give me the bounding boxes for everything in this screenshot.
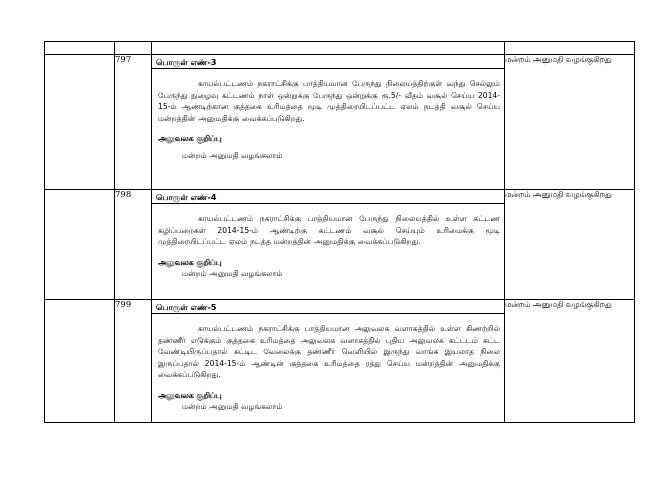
decision-cell: மன்றம் அனுமதி வழங்குகிறது xyxy=(505,55,635,190)
subject-title: பொருள் எண்-4 xyxy=(152,190,504,204)
subject-paragraph: காயல்பட்டணம் நகராட்சிக்கு பாத்தியமான பேருந்து நிலையத்திற்குள் வந்து செல்லும் பேருந்து நுழைவு கட்டணம் நாள் ஒன்றுக்கு பேருந்து ஒன்றுக்கு ரூ.5/- வீதம் வசூல் செய்ய 2014-15-ம் ஆண்டிற்கான குத்தகை உரிமத்தை மூடி முத்திரையிடப்பட்ட ஏலம் நடத்தி வசூல் செய்ய மன்றத்தின் அனுமதிக்கு வைக்கப்படுகிறது. xyxy=(158,79,500,123)
resolution-number: 799 xyxy=(115,300,152,423)
office-note-label: அலுவலக குறிப்பு xyxy=(158,257,222,267)
table-row xyxy=(45,55,635,190)
resolution-number: 797 xyxy=(115,55,152,190)
subject-paragraph: காயல்பட்டணம் நகராட்சிக்கு பாத்தியமான அலுவலக வளாகத்தில் உள்ள கிணற்றில் தண்ணீர் எடுக்கும் குத்தகை உரிமத்தை அலுவலக வளாகத்தில் புதிய அலுவலக கட்டடம் கட்ட வேண்டியிருப்பதால் கட்டிட வேலைக்கு தண்ணீர் வெளியில் இருந்து வாங்க இயலாத நிலை இருப்பதால் 2014-15-ம் ஆண்டின் குத்தகை உரிமத்தை ரத்து செய்ய மன்றத்தின் அனுமதிக்கு வைக்கப்படுகிறது. xyxy=(158,324,500,379)
blank-cell xyxy=(45,190,115,300)
table-row xyxy=(45,300,635,423)
empty-cell xyxy=(115,42,152,55)
decision-cell: மன்றம் அனுமதி வழங்குகிறது xyxy=(505,300,635,423)
subject-cell xyxy=(152,300,505,423)
subject-title: பொருள் எண்-3 xyxy=(152,55,504,69)
blank-cell xyxy=(45,300,115,423)
office-note-text: மன்றம் அனுமதி வழங்கலாம் xyxy=(182,151,283,160)
table-row xyxy=(45,190,635,300)
resolution-number: 798 xyxy=(115,190,152,300)
subject-cell xyxy=(152,190,505,300)
subject-body xyxy=(152,78,504,189)
office-note-text: மன்றம் அனுமதி வழங்கலாம் xyxy=(182,401,283,411)
subject-title: பொருள் எண்-5 xyxy=(152,300,504,314)
empty-cell xyxy=(505,42,635,55)
empty-cell xyxy=(45,42,115,55)
table-header-row xyxy=(45,42,635,55)
subject-paragraph: காயல்பட்டணம் நகராட்சிக்கு பாத்தியமான பேருந்து நிலையத்தில் உள்ள கட்டண கழிப்பறைகள் 2014-15-ம் ஆண்டிற்கு கட்டணம் வசூல் செய்யும் உரிமைக்கு மூடி முத்திரையிடப்பட்ட ஏலம் நடத்த மன்றத்தின் அனுமதிக்கு வைக்கப்படுகிறது. xyxy=(158,214,500,246)
office-note-label: அலுவலக குறிப்பு xyxy=(158,390,222,400)
empty-cell xyxy=(152,42,505,55)
subject-body xyxy=(152,213,504,299)
office-note-text: மன்றம் அனுமதி வழங்கலாம் xyxy=(182,268,283,278)
blank-cell xyxy=(45,55,115,190)
decision-cell: மன்றம் அனுமதி வழங்குகிறது xyxy=(505,190,635,300)
subject-cell xyxy=(152,55,505,190)
council-minutes-table xyxy=(44,41,635,423)
office-note-label: அலுவலக குறிப்பு xyxy=(158,134,222,143)
subject-body xyxy=(152,323,504,422)
